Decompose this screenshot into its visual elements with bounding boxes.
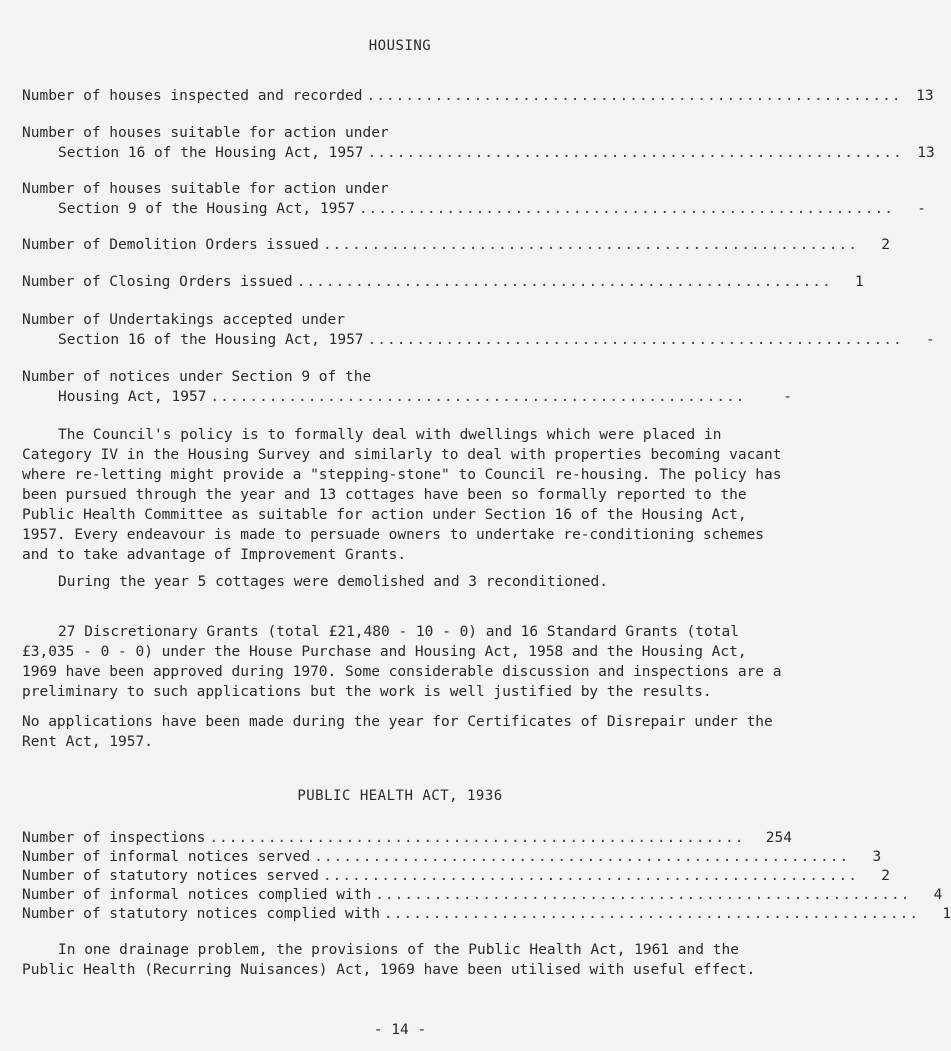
- item-label-cont: Section 16 of the Housing Act, 1957: [58, 145, 364, 161]
- item-label: Number of Undertakings accepted under: [22, 312, 346, 328]
- dot-leader: .......................................................: [383, 906, 920, 922]
- item-label-cont: Housing Act, 1957: [58, 389, 207, 405]
- item-value: 4: [933, 887, 943, 903]
- item-label: Number of Closing Orders issued: [22, 274, 293, 290]
- item-value: 1: [855, 274, 864, 290]
- item-label: Number of houses suitable for action under: [22, 125, 389, 141]
- item-label-cont: Section 16 of the Housing Act, 1957: [58, 332, 364, 348]
- item-value: -: [917, 201, 926, 217]
- dot-leader: .......................................................: [358, 201, 894, 217]
- demolition-paragraph: During the year 5 cottages were demolished and 3 reconditioned.: [58, 574, 608, 590]
- item-value: -: [783, 389, 792, 405]
- drainage-paragraph: In one drainage problem, the provisions of the Public Health Act, 1961 and the Public Health (Recurring Nuisances) Act, 1969 have been utilised with useful effect.: [22, 942, 756, 978]
- item-label: Number of statutory notices complied with: [22, 906, 380, 922]
- pha-item: [22, 830, 792, 849]
- pha-item: [22, 906, 951, 925]
- item-label: Number of informal notices complied with: [22, 887, 372, 903]
- subsection-heading: PUBLIC HEALTH ACT, 1936: [297, 788, 503, 804]
- housing-item: [22, 274, 864, 294]
- grants-paragraph: 27 Discretionary Grants (total £21,480 - 10 - 0) and 16 Standard Grants (total £3,035 - 0 - 0) under the House Purchase and Housing Act, 1958 and the Housing Act, 1969 have been approved during 1970. Some considerable discussion and inspections are a preliminary to such applications but the work is well justified by the results.: [22, 624, 782, 700]
- item-label: Number of Demolition Orders issued: [22, 237, 319, 253]
- housing-item: [22, 181, 926, 221]
- pha-item: [22, 849, 882, 868]
- item-label: Number of inspections: [22, 830, 206, 846]
- housing-item: [22, 312, 935, 352]
- housing-item: [22, 125, 935, 165]
- dot-leader: .......................................................: [209, 830, 745, 846]
- item-value: -: [925, 332, 935, 348]
- page-number: - 14 -: [373, 1022, 427, 1038]
- item-label: Number of houses inspected and recorded: [22, 88, 363, 104]
- dot-leader: .......................................................: [375, 887, 911, 903]
- pha-list: [22, 830, 951, 925]
- item-label: Number of notices under Section 9 of the: [22, 369, 372, 385]
- item-value: 13: [916, 88, 934, 104]
- dot-leader: .......................................................: [210, 389, 746, 405]
- dot-leader: .......................................................: [367, 145, 903, 161]
- housing-item: [22, 88, 934, 108]
- item-label: Number of statutory notices served: [22, 868, 319, 884]
- dot-leader: .......................................................: [322, 868, 858, 884]
- dot-leader: .......................................................: [296, 274, 832, 290]
- item-label-cont: Section 9 of the Housing Act, 1957: [58, 201, 355, 217]
- section-heading: HOUSING: [368, 38, 432, 54]
- dot-leader: .......................................................: [322, 237, 858, 253]
- policy-paragraph: The Council's policy is to formally deal with dwellings which were placed in Category IV in the Housing Survey and similarly to deal with properties becoming vacant where re-letting might provide a "stepping-stone" to Council re-housing. The policy has been pursued through the year and 13 cottages have been so formally reported to the Public Health Committee as suitable for action under Section 16 of the Housing Act, 1957. Every endeavour is made to persuade owners to undertake re-conditioning schemes and to take advantage of Improvement Grants.: [22, 427, 782, 563]
- item-value: 2: [881, 237, 890, 253]
- item-label: Number of houses suitable for action under: [22, 181, 389, 197]
- item-value: 13: [917, 145, 935, 161]
- housing-item: [22, 369, 792, 409]
- dot-leader: .......................................................: [366, 88, 902, 104]
- item-value: 3: [872, 849, 882, 865]
- item-label: Number of informal notices served: [22, 849, 311, 865]
- item-value: 2: [881, 868, 890, 884]
- item-value: 254: [765, 830, 792, 846]
- dot-leader: .......................................................: [314, 849, 850, 865]
- housing-item: [22, 237, 890, 257]
- pha-item: [22, 887, 943, 906]
- dot-leader: .......................................................: [367, 332, 903, 348]
- pha-item: [22, 868, 890, 887]
- disrepair-paragraph: No applications have been made during the year for Certificates of Disrepair under the Rent Act, 1957.: [22, 714, 773, 750]
- item-value: 1: [942, 906, 951, 922]
